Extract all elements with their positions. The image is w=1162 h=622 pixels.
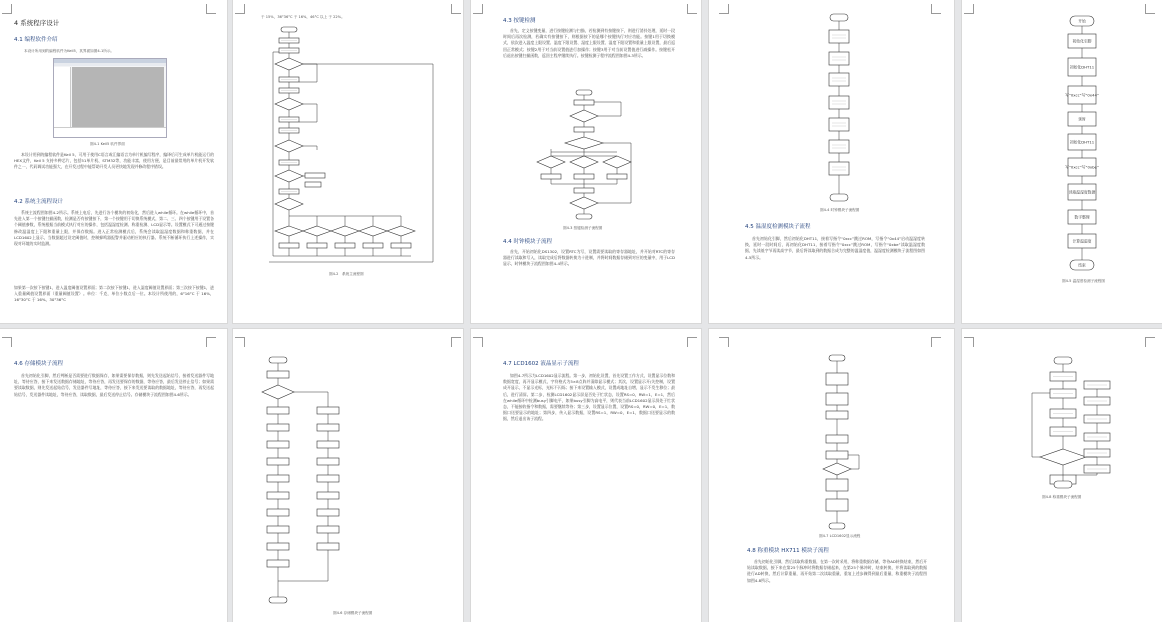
doc-page-7[interactable] (233, 329, 463, 622)
flow-node: 结束 (1078, 262, 1086, 268)
section-heading: 4.3 按键检测 (503, 18, 536, 24)
flow-node: 初始化引脚 (1072, 38, 1092, 44)
figure-caption: 图4-6 存储模块子流程图 (333, 611, 373, 615)
section-heading: 4.6 存储模块子流程 (14, 361, 63, 367)
section-heading: 4.5 温湿度检测模块子流程 (745, 224, 811, 230)
figure-caption: 图4-3 按键检测子流程图 (563, 226, 603, 230)
figure-caption: 图4-4 时钟模块子流程图 (820, 208, 860, 212)
doc-page-5[interactable] (962, 0, 1162, 323)
corner-mark (206, 337, 216, 347)
doc-page-4[interactable] (709, 0, 954, 323)
doc-page-1[interactable] (0, 0, 227, 323)
flow-node: 初始化DHT11 (1069, 139, 1095, 145)
corner-mark (473, 337, 483, 347)
flow-node: 写“0xcc”写“0x44” (1065, 92, 1099, 98)
body-paragraph: 首先初始化引脚，然后读取称重数据，在第一次时采用，将称重数据存储，等待AD转换结束，然后开始读取数据，接下来在第25个脉冲时将数据存储起来，在第25个脉冲时，结束转换，并将读取到的数据进行AD转换，然后计算重量，再开始第二次读取重量，重复上述步骤得到最后重量，称重模块子流程图如图4-8所示。 (747, 559, 927, 583)
section-heading: 4.1 编程软件介绍 (14, 37, 58, 43)
flow-node: 读取温湿度数据 (1068, 189, 1096, 195)
doc-page-6[interactable] (0, 329, 227, 622)
body-paragraph: 如果第一次按下按键1，进入温度阈值设置界面；第二次按下按键1，进入湿度阈值设置界面；第三次按下按键1，进入重量阈值设置界面（重量阈值设置）。单位：千克，单位小数点后一位。本设计所使用的，6°16°C 于 16%，16°30°C 于 16%，30°36°C (14, 285, 214, 303)
doc-page-3[interactable] (471, 0, 701, 323)
body-paragraph: 如图4-7所示为LCD1602显示流程。第一步，初始化设置，首先设置工作方式，设置显示位数和数据宽度，再开显示模式，字符格式为5×8点阵并清除显示模式；其次，设置显示开/关控制，设置成开显示，不显示光标，光标不闪烁；接下来设置输入模式，设置成地址自增，显示不发生移位；最后，进行清屏。第二步，检测LCD1602显示屏是否处于忙状态，设置RS=0，RW=1，E=1，然后在while循环中检测busy引脚电平，如果busy引脚为高电平，则代表当前LCD1602显示屏处于忙状态，不能接收指令和数据，需要继续等待；第三步，设置显示位置，设置RS=0，RW=0，E=1，数据口送要显示的地址；第四步，传入显示数据，设置RS=1，RW=0，E=1，数据口送要显示的数据，然后退出该子流程。 (503, 373, 675, 422)
intro-text: 本设计所用到的编程软件为Keil5，其界面如图4-1所示。 (24, 49, 115, 53)
body-paragraph: 系统主流程图如图4-2所示。系统上电后，先进行各个模块的初始化，然后进入while循环。在while循环中，首先进入第一个按键扫描函数，检测是否有按键按下，第一个按键用于切换系统模式，第二、三、四个按键用于设置各个阈值参数，系统根据当前模式执行对应的操作，包括温湿度检测、称重检测、LCD显示等。设置模式下可通过按键修改温湿度上下限和重量上限，并保存数据。进入正常检测模式后，系统会读取温湿度数据和称重数据，并在LCD1602上显示，当数据超过设定阈值时，控制蜂鸣器报警并驱动相应的执行器。系统不断循环执行上述操作，实现对环境的实时监测。 (14, 210, 214, 247)
keil-screenshot (53, 58, 167, 138)
body-paragraph: 首先，定义按键变量，进行按键检测与扫描，若检测到有按键按下，则进行消抖处理，延时一段时间后再次检测，若确实有按键按下，则根据按下的是哪个按键执行对应功能。按键1用于切换模式，依次进入温度上限设置、温度下限设置、湿度上限设置、湿度下限设置和重量上限设置，最后返回正常模式；按键2用于对当前设置值进行加操作；按键3用于对当前设置值进行减操作。按键松开后退出按键扫描函数，返回主程序继续执行。按键检测子程序流程图如图4-3所示。 (503, 28, 675, 58)
doc-page-8[interactable] (471, 329, 701, 622)
doc-page-2[interactable] (233, 0, 463, 323)
flow-node: 写“0xcc”写“0xbe” (1065, 164, 1099, 170)
section-heading: 4.8 称重模块 HX711 模块子流程 (747, 548, 829, 554)
figure-caption: 图4-5 温湿度检测子流程图 (1062, 279, 1105, 283)
corner-mark (2, 4, 12, 14)
figure-caption: 图4-8 称重模块子流程图 (1042, 495, 1082, 499)
top-line-text: 于 15%，36°36°C 于 16%，46°C 以上 于 22%。 (261, 15, 345, 19)
body-paragraph: 首先初始化引脚，然后判断是否需要进行数据保存，如果需要保存数据，则先发送起始信号，接着发送器件写地址，等待应答，接下来发送数据存储地址，等待应答，再发送要保存的数据，等待应答，最后发送停止信号；如果需要读取数据，则先发送起始信号，发送器件写地址，等待应答，接下来发送要读取的数据地址，等待应答，再发送起始信号，发送器件读地址，等待应答，读取数据，最后发送停止信号。存储模块子流程图如图4-6所示。 (14, 373, 214, 397)
section-heading: 4.7 LCD1602 液晶显示子流程 (503, 361, 579, 367)
weighing-flowchart (962, 329, 1162, 622)
storage-flowchart (233, 329, 463, 622)
chapter-heading: 4 系统程序设计 (14, 19, 60, 27)
flow-node: 计算温湿度 (1072, 238, 1092, 244)
corner-mark (206, 4, 216, 14)
flow-node: 开始 (1078, 18, 1086, 24)
section-heading: 4.2 系统主流程设计 (14, 199, 63, 205)
flow-node: 初始化DHT11 (1069, 64, 1095, 70)
flow-node: 延时 (1078, 116, 1086, 122)
figure-caption: 图4-7 LCD1602显示流程 (819, 534, 861, 538)
body-paragraph: 本设计用到的编程软件是Keil 5，可用于使用C语言或汇编语言为单片机编写程序，编译后可生成单片机能运行的HEX文件，Keil 5 支持多种芯片，包括51单片机、STM32等，功能丰富，使用方便，是目前最常用的单片机开发软件之一，代码调试功能强大，在开发过程中能帮助开发人员更快地发现并修改程序错误。 (14, 152, 214, 170)
corner-mark (687, 337, 697, 347)
corner-mark (2, 337, 12, 347)
body-paragraph: 首先，开始初始化DS1302，设置RTC为写，设置需要读取的寄存器地址，并开始对RTC的寄存器进行读取和写入，读取完成后将数据转换为十进制，并将时间数据存储到对应的变量中，用于LCD显示，时钟模块子流程图如图4-4所示。 (503, 249, 675, 267)
doc-page-10[interactable] (962, 329, 1162, 622)
figure-caption: 图4-2 系统主流程图 (329, 272, 364, 276)
section-heading: 4.4 时钟模块子流程 (503, 239, 552, 245)
temp-humidity-flowchart (962, 0, 1162, 323)
figure-caption: 图4-1 Keil5 软件界面 (90, 142, 125, 146)
flow-node: 数字整理 (1074, 214, 1090, 220)
body-paragraph: 首先初始化引脚，然后初始化DHT11，接着写指令“0xcc”跳过ROM，写指令“0x44”启动温湿度转换，延时一段时间后，再初始化DHT11，接着写指令“0xcc”跳过ROM，写指令“0xbe”读取温湿度数据，先读低字节再读高字节，最后将读取到的数据合成为完整的温湿度值，温湿度检测模块子流程图如图4-5所示。 (745, 236, 925, 260)
doc-page-9[interactable] (709, 329, 954, 622)
